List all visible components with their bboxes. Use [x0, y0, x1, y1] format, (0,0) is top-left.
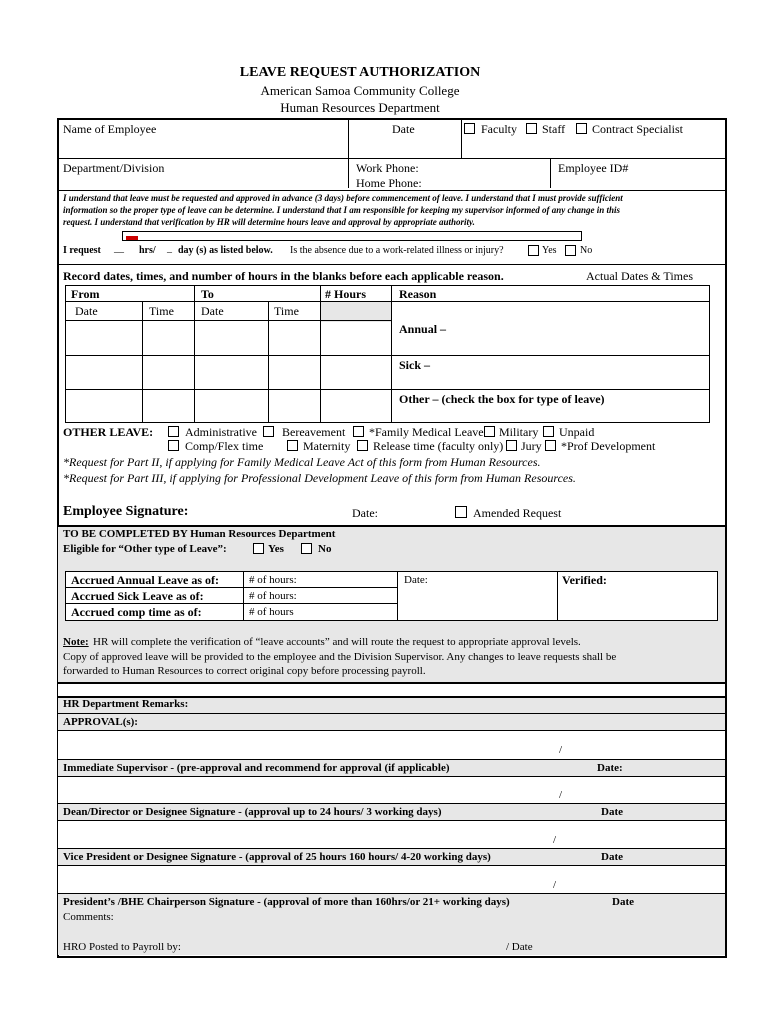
unpaid-label: Unpaid	[559, 425, 595, 439]
unpaid-checkbox[interactable]	[543, 426, 554, 437]
hr-section-title: TO BE COMPLETED BY Human Resources Department	[63, 528, 336, 540]
comp-flex-label: Comp/Flex time	[185, 439, 264, 453]
signature-date-label: Date:	[352, 506, 378, 520]
faculty-label: Faculty	[481, 122, 517, 136]
home-phone-label: Home Phone:	[356, 176, 422, 190]
eligible-yes-checkbox[interactable]	[253, 543, 264, 554]
from-date-header: Date	[75, 304, 98, 318]
work-related-yes-checkbox[interactable]	[528, 245, 539, 256]
supervisor-date-slash: /	[559, 744, 563, 756]
dean-date-label: Date	[601, 806, 623, 818]
request-hrs: hrs/	[139, 245, 156, 256]
reason-header: Reason	[399, 287, 437, 301]
request-hours-field[interactable]	[122, 231, 582, 241]
record-instruction: Record dates, times, and number of hours in the blanks before each applicable reason.	[63, 269, 504, 283]
statement-line-3: request. I understand that verification by HR will determine hours leave and approval by appropriate authority.	[63, 217, 475, 227]
department-name: Human Resources Department	[280, 100, 440, 115]
military-checkbox[interactable]	[484, 426, 495, 437]
accrued-sick-label: Accrued Sick Leave as of:	[71, 589, 204, 603]
note-label: Note:	[63, 636, 89, 648]
department-label: Department/Division	[63, 161, 165, 175]
release-time-checkbox[interactable]	[357, 440, 368, 451]
jury-checkbox[interactable]	[506, 440, 517, 451]
work-related-no-checkbox[interactable]	[565, 245, 576, 256]
sick-hours-label: # of hours:	[249, 590, 297, 602]
accrued-comp-label: Accrued comp time as of:	[71, 605, 202, 619]
note-line-2: Copy of approved leave will be provided to the employee and the Division Supervisor. Any changes to leave requests shall be	[63, 651, 617, 663]
page-title: LEAVE REQUEST AUTHORIZATION	[239, 65, 481, 80]
eligible-label: Eligible for “Other type of Leave”:	[63, 543, 227, 555]
request-days: day (s) as listed below.	[178, 245, 273, 256]
prof-dev-note: *Request for Part III, if applying for Professional Development Leave of this form from Human Resources.	[63, 471, 576, 485]
from-header: From	[71, 287, 100, 301]
maternity-checkbox[interactable]	[287, 440, 298, 451]
verified-label: Verified:	[562, 573, 607, 587]
employee-id-label: Employee ID#	[558, 161, 629, 175]
faculty-checkbox[interactable]	[464, 123, 475, 134]
comp-flex-checkbox[interactable]	[168, 440, 179, 451]
president-date-slash: /	[553, 879, 557, 891]
note-line-3: forwarded to Human Resources to correct original copy before processing payroll.	[63, 665, 426, 677]
fmla-checkbox[interactable]	[353, 426, 364, 437]
jury-label: Jury	[521, 439, 542, 453]
accrued-annual-label: Accrued Annual Leave as of:	[71, 573, 219, 587]
fmla-label: *Family Medical Leave	[369, 425, 484, 439]
release-time-label: Release time (faculty only)	[373, 439, 504, 453]
eligible-no-label: No	[318, 543, 332, 555]
request-blank-days[interactable]: _	[167, 243, 172, 254]
work-phone-label: Work Phone:	[356, 161, 419, 175]
statement-line-1: I understand that leave must be requested and approved in advance (3 days) before commencement of leave. I understand that I must provide sufficient	[63, 193, 623, 203]
annual-reason: Annual –	[399, 322, 447, 336]
hro-posted-label: HRO Posted to Payroll by:	[63, 941, 181, 953]
vp-date-slash: /	[553, 834, 557, 846]
to-header: To	[201, 287, 214, 301]
hr-remarks-label: HR Department Remarks:	[63, 698, 189, 710]
date-label: Date	[392, 122, 415, 136]
work-related-question: Is the absence due to a work-related illness or injury?	[290, 245, 504, 256]
prof-development-checkbox[interactable]	[545, 440, 556, 451]
fmla-note: *Request for Part II, if applying for Family Medical Leave Act of this form from Human Resources.	[63, 455, 541, 469]
dean-signature-label: Dean/Director or Designee Signature - (approval up to 24 hours/ 3 working days)	[63, 806, 442, 818]
to-time-header: Time	[274, 304, 299, 318]
staff-checkbox[interactable]	[526, 123, 537, 134]
employee-signature-label: Employee Signature:	[63, 504, 189, 519]
contract-specialist-checkbox[interactable]	[576, 123, 587, 134]
marker-icon	[126, 236, 138, 240]
college-name: American Samoa Community College	[260, 83, 460, 98]
hours-header: # Hours	[325, 287, 367, 301]
actual-dates-label: Actual Dates & Times	[586, 269, 693, 283]
vp-date-label: Date	[601, 851, 623, 863]
employee-name-label: Name of Employee	[63, 122, 157, 136]
comments-label: Comments:	[63, 911, 114, 923]
eligible-no-checkbox[interactable]	[301, 543, 312, 554]
hro-date-label: / Date	[506, 941, 533, 953]
president-date-label: Date	[612, 896, 634, 908]
note-line-1: HR will complete the verification of “leave accounts” and will route the request to appropriate approval levels.	[93, 636, 581, 648]
military-label: Military	[499, 425, 539, 439]
supervisor-date-label: Date:	[597, 762, 623, 774]
sick-reason: Sick –	[399, 358, 431, 372]
president-signature-label: President’s /BHE Chairperson Signature - (approval of more than 160hrs/or 21+ working days)	[63, 896, 510, 908]
staff-label: Staff	[542, 122, 566, 136]
contract-specialist-label: Contract Specialist	[592, 122, 683, 136]
from-time-header: Time	[149, 304, 174, 318]
request-blank-hours[interactable]: __	[114, 243, 124, 254]
maternity-label: Maternity	[303, 439, 351, 453]
work-related-no-label: No	[580, 245, 593, 256]
comp-hours-label: # of hours	[249, 606, 294, 618]
bereavement-checkbox[interactable]	[263, 426, 274, 437]
administrative-label: Administrative	[185, 425, 257, 439]
to-date-header: Date	[201, 304, 224, 318]
approvals-label: APPROVAL(s):	[63, 716, 138, 728]
prof-development-label: *Prof Development	[561, 439, 656, 453]
statement-line-2: information so the proper type of leave can be determine. I understand that I am responsible for keeping my supervisor informed of any change in this	[63, 205, 621, 215]
annual-hours-label: # of hours:	[249, 574, 297, 586]
work-related-yes-label: Yes	[542, 245, 557, 256]
bereavement-label: Bereavement	[282, 425, 346, 439]
amended-request-label: Amended Request	[473, 506, 562, 520]
dean-date-slash: /	[559, 789, 563, 801]
accrued-date-label: Date:	[404, 574, 428, 586]
other-reason: Other – (check the box for type of leave)	[399, 392, 605, 406]
vp-signature-label: Vice President or Designee Signature - (approval of 25 hours 160 hours/ 4-20 working days)	[63, 851, 491, 863]
eligible-yes-label: Yes	[268, 543, 284, 555]
supervisor-signature-label: Immediate Supervisor - (pre-approval and recommend for approval (if applicable)	[63, 762, 450, 774]
administrative-checkbox[interactable]	[168, 426, 179, 437]
other-leave-label: OTHER LEAVE:	[63, 425, 154, 439]
amended-request-checkbox[interactable]	[455, 506, 467, 518]
request-prefix: I request	[63, 245, 101, 256]
